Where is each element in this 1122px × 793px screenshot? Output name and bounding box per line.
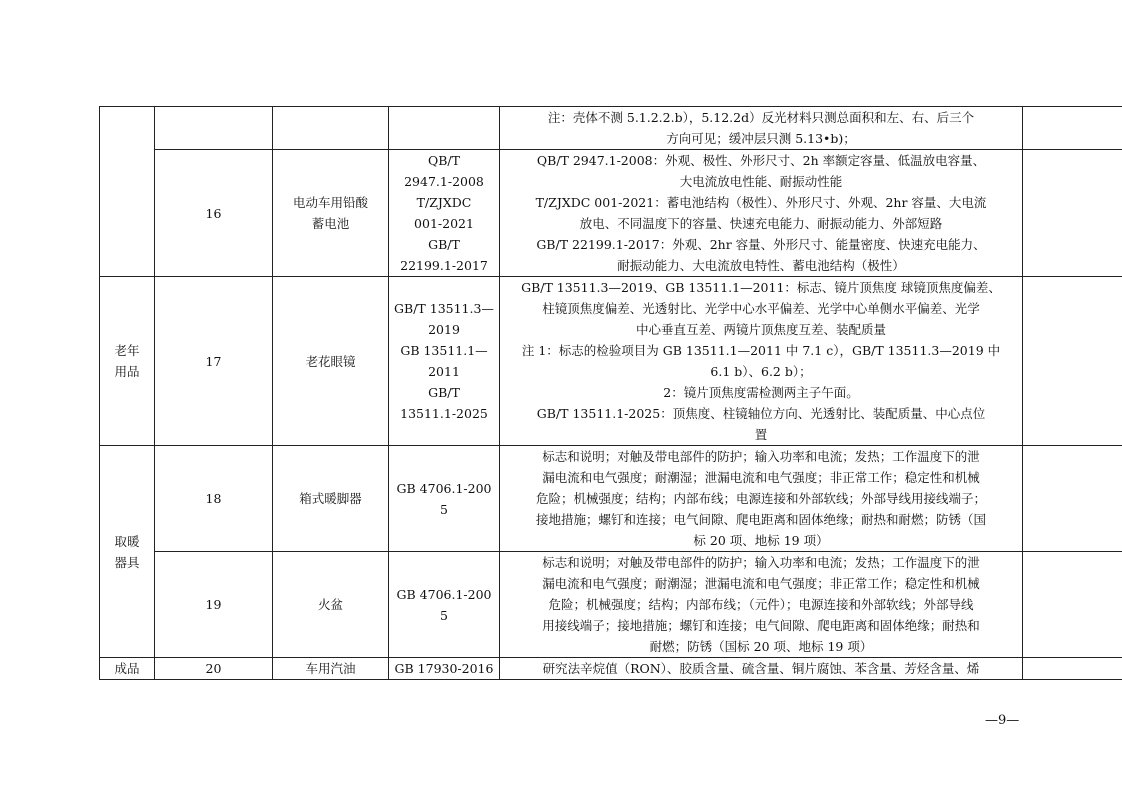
inspection-items-table	[99, 106, 1122, 680]
content-cell: 标志和说明；对触及带电部件的防护；输入功率和电流；发热；工作温度下的泄 漏电流和电气强度；耐潮湿；泄漏电流和电气强度；非正常工作；稳定性和机械 危险；机械强度；结构；内部布线；（元件）；电源连接和外部软线；外部导线 用接线端子；接地措施；螺钉和连接；电气间隙、爬电距离和固体绝缘；耐热和 耐燃；防锈（国标 20 项、地标 19 项）	[500, 552, 1023, 658]
standard-cell: GB 4706.1-2005	[389, 446, 500, 552]
std-cell-blank	[389, 107, 500, 150]
standard-cell: QB/T 2947.1-2008 T/ZJXDC 001-2021 GB/T 22199.1-2017	[389, 150, 500, 277]
item-number: 20	[155, 658, 273, 680]
num-cell-blank	[155, 107, 273, 150]
item-number: 18	[155, 446, 273, 552]
product-name: 火盆	[273, 552, 389, 658]
remark-cell	[1023, 150, 1122, 277]
product-name: 老花眼镜	[273, 277, 389, 446]
remark-cell	[1023, 446, 1122, 552]
category-cell: 取暖 器具	[100, 446, 155, 658]
product-name: 车用汽油	[273, 658, 389, 680]
table-row	[100, 107, 1122, 150]
standard-cell: GB 4706.1-2005	[389, 552, 500, 658]
page-number: —9—	[985, 713, 1020, 728]
category-cell-blank	[100, 107, 155, 277]
table-row	[100, 552, 1122, 658]
content-cell: QB/T 2947.1-2008：外观、极性、外形尺寸、2h 率额定容量、低温放电容量、 大电流放电性能、耐振动性能 T/ZJXDC 001-2021：蓄电池结构（极性）、外形尺寸、外观、2hr 容量、大电流 放电、不同温度下的容量、快速充电能力、耐振动能力、外部短路 GB/T 22199.1-2017：外观、2hr 容量、外形尺寸、能量密度、快速充电能力、 耐振动能力、大电流放电特性、蓄电池结构（极性）	[500, 150, 1023, 277]
remark-cell	[1023, 658, 1122, 680]
category-cell: 成品	[100, 658, 155, 680]
remark-cell	[1023, 552, 1122, 658]
name-cell-blank	[273, 107, 389, 150]
remark-cell	[1023, 277, 1122, 446]
table-row	[100, 150, 1122, 277]
table-row	[100, 658, 1122, 680]
content-cell: 注：壳体不测 5.1.2.2.b），5.12.2d）反光材料只测总面积和左、右、后三个 方向可见；缓冲层只测 5.13•b)；	[500, 107, 1023, 150]
table-row	[100, 446, 1122, 552]
table-row	[100, 277, 1122, 446]
remark-cell	[1023, 107, 1122, 150]
item-number: 17	[155, 277, 273, 446]
item-number: 16	[155, 150, 273, 277]
content-cell: GB/T 13511.3—2019、GB 13511.1—2011：标志、镜片顶焦度 球镜顶焦度偏差、 柱镜顶焦度偏差、光透射比、光学中心水平偏差、光学中心单侧水平偏差、光学 中心垂直互差、两镜片顶焦度互差、装配质量 注 1：标志的检验项目为 GB 13511.1—2011 中 7.1 c），GB/T 13511.3—2019 中 6.1 b）、6.2 b）； 2：镜片顶焦度需检测两主子午面。 GB/T 13511.1-2025：顶焦度、柱镜轴位方向、光透射比、装配质量、中心点位 置	[500, 277, 1023, 446]
category-cell: 老年 用品	[100, 277, 155, 446]
item-number: 19	[155, 552, 273, 658]
standard-cell: GB 17930-2016	[389, 658, 500, 680]
content-cell: 研究法辛烷值（RON）、胶质含量、硫含量、铜片腐蚀、苯含量、芳烃含量、烯	[500, 658, 1023, 680]
standard-cell: GB/T 13511.3— 2019 GB 13511.1— 2011 GB/T 13511.1-2025	[389, 277, 500, 446]
content-cell: 标志和说明；对触及带电部件的防护；输入功率和电流；发热；工作温度下的泄 漏电流和电气强度；耐潮湿；泄漏电流和电气强度；非正常工作；稳定性和机械 危险；机械强度；结构；内部布线；电源连接和外部软线；外部导线用接线端子； 接地措施；螺钉和连接；电气间隙、爬电距离和固体绝缘；耐热和耐燃；防锈（国 标 20 项、地标 19 项）	[500, 446, 1023, 552]
product-name: 电动车用铅酸 蓄电池	[273, 150, 389, 277]
product-name: 箱式暖脚器	[273, 446, 389, 552]
